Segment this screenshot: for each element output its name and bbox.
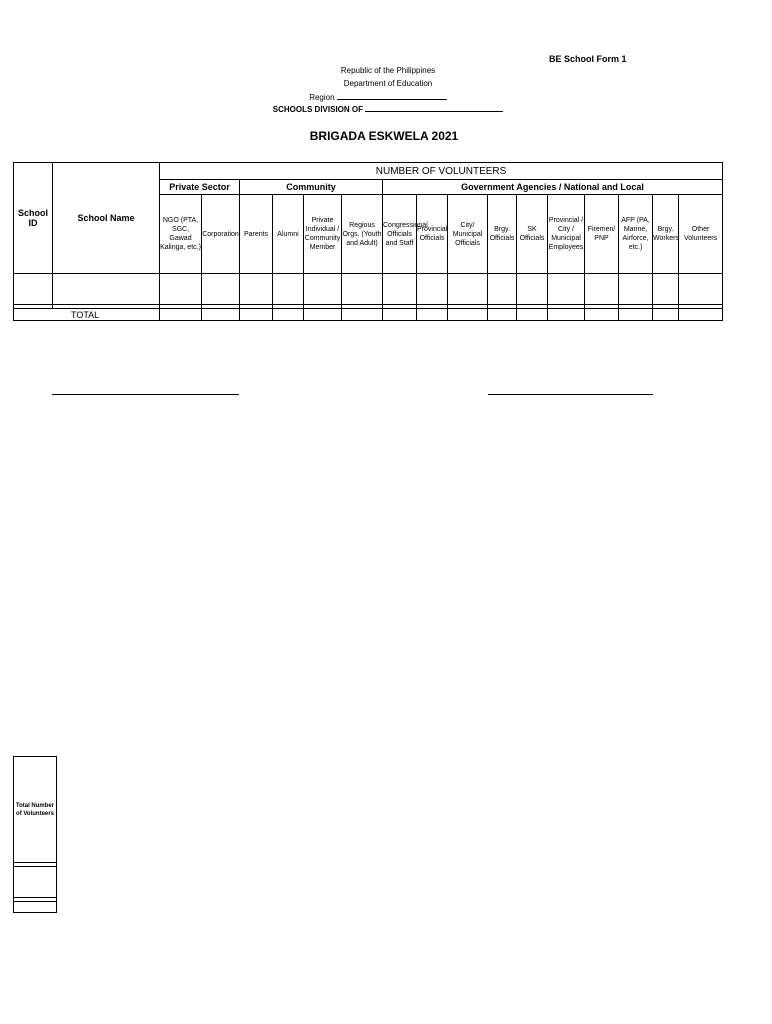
total-row	[14, 309, 723, 321]
private-sector-header: Private Sector	[160, 180, 240, 195]
cell-input[interactable]	[14, 867, 57, 898]
signature-line-right[interactable]	[488, 394, 653, 395]
col-alumni: Alumni	[273, 195, 304, 274]
cell-input[interactable]	[653, 274, 679, 305]
cell-input[interactable]	[619, 274, 653, 305]
total-volunteers-header: Total Number of Volunteers	[14, 757, 57, 863]
cell-input[interactable]	[14, 902, 57, 913]
total-volunteers-table	[13, 756, 57, 913]
col-ngo: NGO (PTA, SGC, Gawad Kalinga, etc.)	[160, 195, 202, 274]
cell-input[interactable]	[160, 274, 202, 305]
region-label: Region	[309, 93, 335, 102]
cell-input[interactable]	[488, 309, 517, 321]
cell-input[interactable]	[202, 274, 240, 305]
col-brgy-officials: Brgy. Officials	[488, 195, 517, 274]
cell-input[interactable]	[585, 274, 619, 305]
school-id-header: School ID	[14, 163, 53, 274]
cell-input[interactable]	[448, 309, 488, 321]
cell-input[interactable]	[679, 274, 723, 305]
government-header: Government Agencies / National and Local	[383, 180, 723, 195]
region-line	[0, 91, 762, 102]
region-fill-line[interactable]	[337, 91, 447, 100]
cell-input[interactable]	[383, 274, 417, 305]
cell-input[interactable]	[342, 309, 383, 321]
cell-input[interactable]	[273, 274, 304, 305]
volunteers-table	[13, 162, 723, 321]
cell-input[interactable]	[342, 274, 383, 305]
table-row	[14, 274, 723, 305]
school-name-header: School Name	[53, 163, 160, 274]
division-line	[4, 103, 772, 114]
division-fill-line[interactable]	[365, 103, 503, 112]
col-religious: Regious Orgs. (Youth and Adult)	[342, 195, 383, 274]
col-corporation: Corporation	[202, 195, 240, 274]
cell-input[interactable]	[448, 274, 488, 305]
cell-input[interactable]	[240, 274, 273, 305]
col-firemen: Firemen/ PNP	[585, 195, 619, 274]
cell-input[interactable]	[548, 274, 585, 305]
col-afp: AFP (PA, Marine, Airforce, etc.)	[619, 195, 653, 274]
cell-input[interactable]	[304, 274, 342, 305]
cell-input[interactable]	[202, 309, 240, 321]
cell-input[interactable]	[160, 309, 202, 321]
col-city-municipal: City/ Municipal Officials	[448, 195, 488, 274]
cell-input[interactable]	[53, 274, 160, 305]
volunteers-header: NUMBER OF VOLUNTEERS	[160, 163, 723, 180]
col-provincial: Provincial Officials	[417, 195, 448, 274]
cell-input[interactable]	[417, 309, 448, 321]
cell-input[interactable]	[488, 274, 517, 305]
col-sk: SK Officials	[517, 195, 548, 274]
cell-input[interactable]	[517, 274, 548, 305]
cell-input[interactable]	[679, 309, 723, 321]
form-title: BRIGADA ESKWELA 2021	[309, 129, 459, 143]
col-brgy-workers: Brgy. Workers	[653, 195, 679, 274]
cell-input[interactable]	[548, 309, 585, 321]
cell-input[interactable]	[619, 309, 653, 321]
col-other: Other Volunteers	[679, 195, 723, 274]
community-header: Community	[240, 180, 383, 195]
total-label: TOTAL	[14, 309, 160, 321]
col-prov-city-employees: Provincial / City / Municipal Employees	[548, 195, 585, 274]
department-line: Department of Education	[343, 79, 433, 88]
republic-line: Republic of the Philippines	[340, 66, 436, 75]
cell-input[interactable]	[273, 309, 304, 321]
form-code: BE School Form 1	[549, 54, 627, 64]
division-label: SCHOOLS DIVISION OF	[272, 105, 363, 114]
col-parents: Parents	[240, 195, 273, 274]
cell-input[interactable]	[304, 309, 342, 321]
col-private-individual: Private Individual / Community Member	[304, 195, 342, 274]
cell-input[interactable]	[585, 309, 619, 321]
cell-input[interactable]	[14, 274, 53, 305]
cell-input[interactable]	[517, 309, 548, 321]
cell-input[interactable]	[653, 309, 679, 321]
signature-line-left[interactable]	[52, 394, 239, 395]
cell-input[interactable]	[417, 274, 448, 305]
cell-input[interactable]	[240, 309, 273, 321]
cell-input[interactable]	[383, 309, 417, 321]
col-congressional: Congressional Officials and Staff	[383, 195, 417, 274]
